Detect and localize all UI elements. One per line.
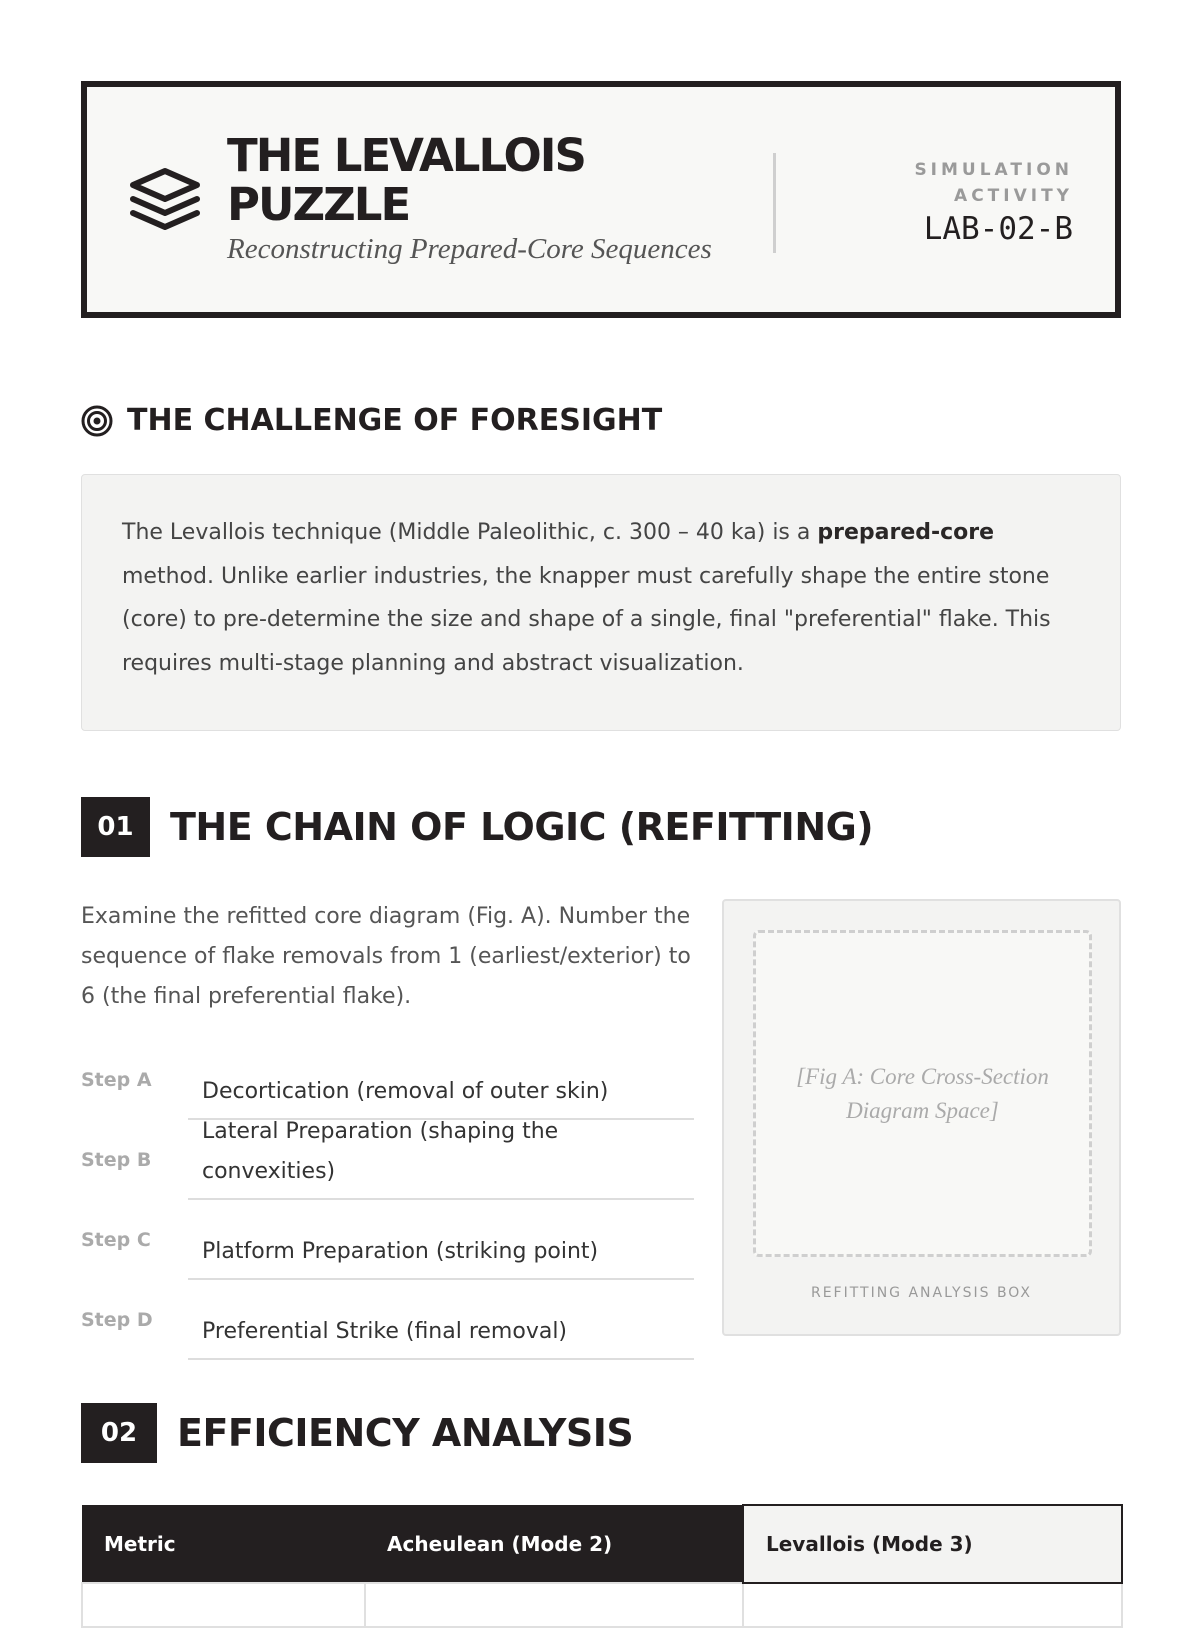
- challenge-text-part1: The Levallois technique (Middle Paleolithic, c. 300 – 40 ka) is a: [122, 520, 818, 545]
- step-list: [81, 1040, 694, 1360]
- challenge-title: THE CHALLENGE OF FORESIGHT: [127, 403, 663, 438]
- figure-drop-area[interactable]: [753, 930, 1092, 1257]
- refitting-analysis-box: [722, 899, 1121, 1336]
- target-icon: [81, 405, 113, 437]
- step-label: Step D: [81, 1309, 153, 1331]
- challenge-bold-term: prepared-core: [817, 520, 995, 545]
- table-header-row: [82, 1505, 1122, 1583]
- page-title: THE LEVALLOIS PUZZLE: [227, 129, 585, 231]
- step-text: Lateral Preparation (shaping the convexities): [188, 1112, 694, 1200]
- table-header-metric: Metric: [82, 1505, 365, 1583]
- section-1-title: THE CHAIN OF LOGIC (REFITTING): [170, 805, 874, 849]
- section-2-number: 02: [81, 1403, 157, 1463]
- step-row: [81, 1120, 694, 1200]
- table-cell[interactable]: [365, 1583, 743, 1627]
- step-row: [81, 1200, 694, 1280]
- layers-icon: [129, 165, 201, 237]
- challenge-text: [81, 474, 1121, 731]
- section-1-heading: [81, 797, 873, 857]
- header-divider: [773, 153, 776, 253]
- step-text: Preferential Strike (final removal): [188, 1312, 694, 1360]
- section-2-title: EFFICIENCY ANALYSIS: [177, 1411, 634, 1455]
- step-label: Step A: [81, 1069, 152, 1091]
- step-row: [81, 1280, 694, 1360]
- activity-label: SIMULATION ACTIVITY: [914, 160, 1073, 206]
- challenge-text-part2: method. Unlike earlier industries, the knapper must carefully shape the entire stone (core) to pre-determine the size and shape of a single, final "preferential" flake. This requires multi-stage planning and abstract visualization.: [122, 563, 1051, 676]
- figure-placeholder: [Fig A: Core Cross-Section Diagram Space]: [796, 1063, 1049, 1123]
- refitting-instructions: Examine the refitted core diagram (Fig. A). Number the sequence of flake removals from 1 (earliest/exterior) to 6 (the final preferential flake).: [81, 904, 691, 1009]
- step-text: Platform Preparation (striking point): [188, 1232, 694, 1280]
- table-header-acheulean: Acheulean (Mode 2): [365, 1505, 743, 1583]
- step-text: Decortication (removal of outer skin): [188, 1072, 694, 1120]
- table-row: [82, 1583, 1122, 1627]
- step-row: [81, 1040, 694, 1120]
- header-card: [81, 81, 1121, 318]
- page-subtitle: Reconstructing Prepared-Core Sequences: [227, 233, 712, 265]
- activity-code: LAB-02-B: [923, 211, 1073, 247]
- step-label: Step C: [81, 1229, 151, 1251]
- section-2-heading: [81, 1403, 633, 1463]
- efficiency-table: [81, 1504, 1123, 1628]
- table-cell[interactable]: [82, 1583, 365, 1627]
- table-header-levallois: Levallois (Mode 3): [743, 1505, 1122, 1583]
- section-1-number: 01: [81, 797, 150, 857]
- figure-caption: REFITTING ANALYSIS BOX: [810, 1285, 1033, 1301]
- table-cell[interactable]: [743, 1583, 1122, 1627]
- step-label: Step B: [81, 1149, 152, 1171]
- challenge-heading: [81, 403, 662, 438]
